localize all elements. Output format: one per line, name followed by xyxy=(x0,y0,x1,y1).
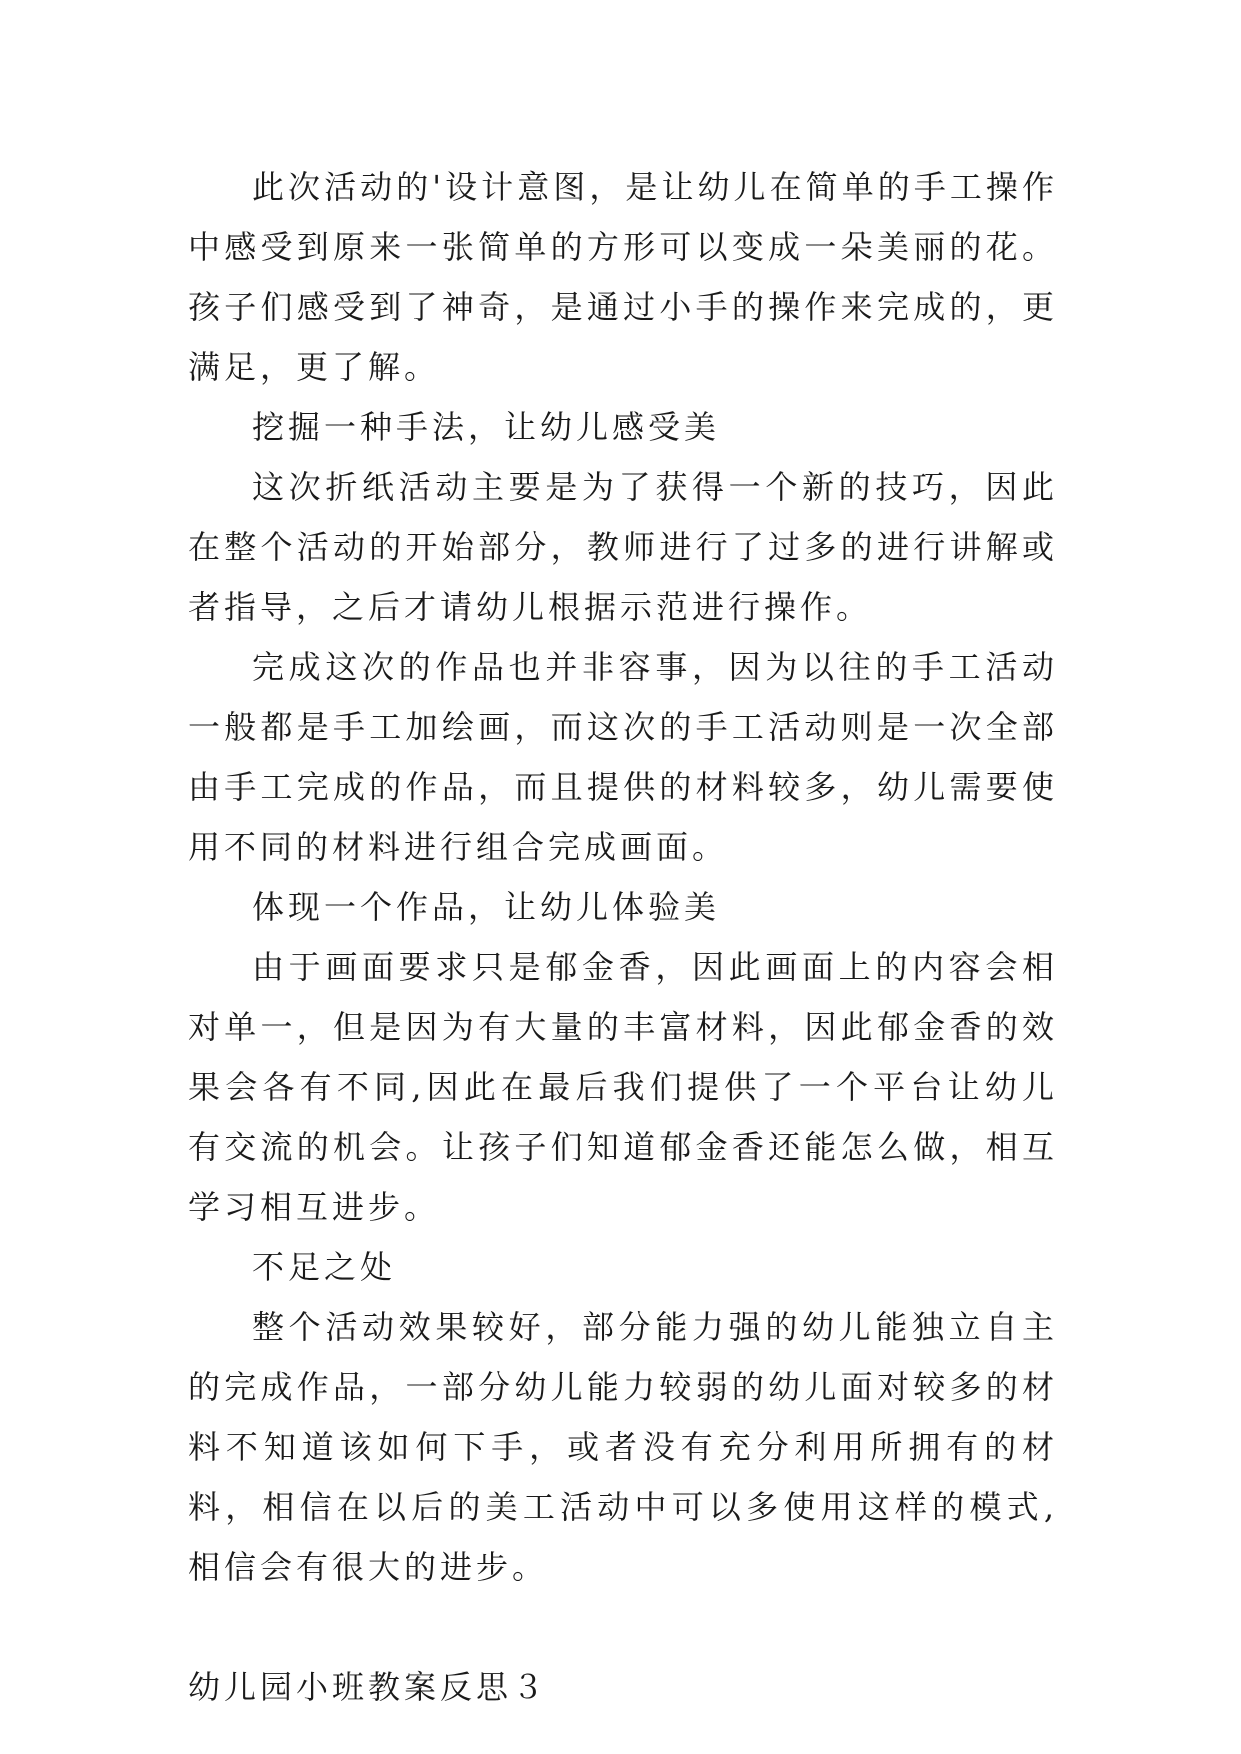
subheading-technique: 挖掘一种手法，让幼儿感受美 xyxy=(252,408,721,446)
paragraph-folding-activity: 这次折纸活动主要是为了获得一个新的技巧，因此在整个活动的开始部分，教师进行了过多的进行讲解或者指导，之后才请幼儿根据示范进行操作。 xyxy=(188,468,1058,626)
subheading-artwork: 体现一个作品，让幼儿体验美 xyxy=(252,888,721,926)
paragraph-overall-effect: 整个活动效果较好，部分能力强的幼儿能独立自主的完成作品，一部分幼儿能力较弱的幼儿面对较多的材料不知道该如何下手，或者没有充分利用所拥有的材料，相信在以后的美工活动中可以多使用这样的模式,相信会有很大的进步。 xyxy=(188,1308,1058,1586)
paragraph-completing-work: 完成这次的作品也并非容事，因为以往的手工活动一般都是手工加绘画，而这次的手工活动则是一次全部由手工完成的作品，而且提供的材料较多，幼儿需要使用不同的材料进行组合完成画面。 xyxy=(188,648,1058,866)
document-body xyxy=(188,157,1058,1717)
subheading-shortcomings: 不足之处 xyxy=(252,1248,397,1286)
paragraph-design-intent: 此次活动的'设计意图，是让幼儿在简单的手工操作中感受到原来一张简单的方形可以变成一朵美丽的花。孩子们感受到了神奇，是通过小手的操作来完成的，更满足，更了解。 xyxy=(188,168,1058,386)
section-title: 幼儿园小班教案反思３ xyxy=(188,1668,549,1706)
paragraph-tulip: 由于画面要求只是郁金香，因此画面上的内容会相对单一，但是因为有大量的丰富材料，因此郁金香的效果会各有不同,因此在最后我们提供了一个平台让幼儿有交流的机会。让孩子们知道郁金香还能怎么做，相互学习相互进步。 xyxy=(188,948,1058,1226)
